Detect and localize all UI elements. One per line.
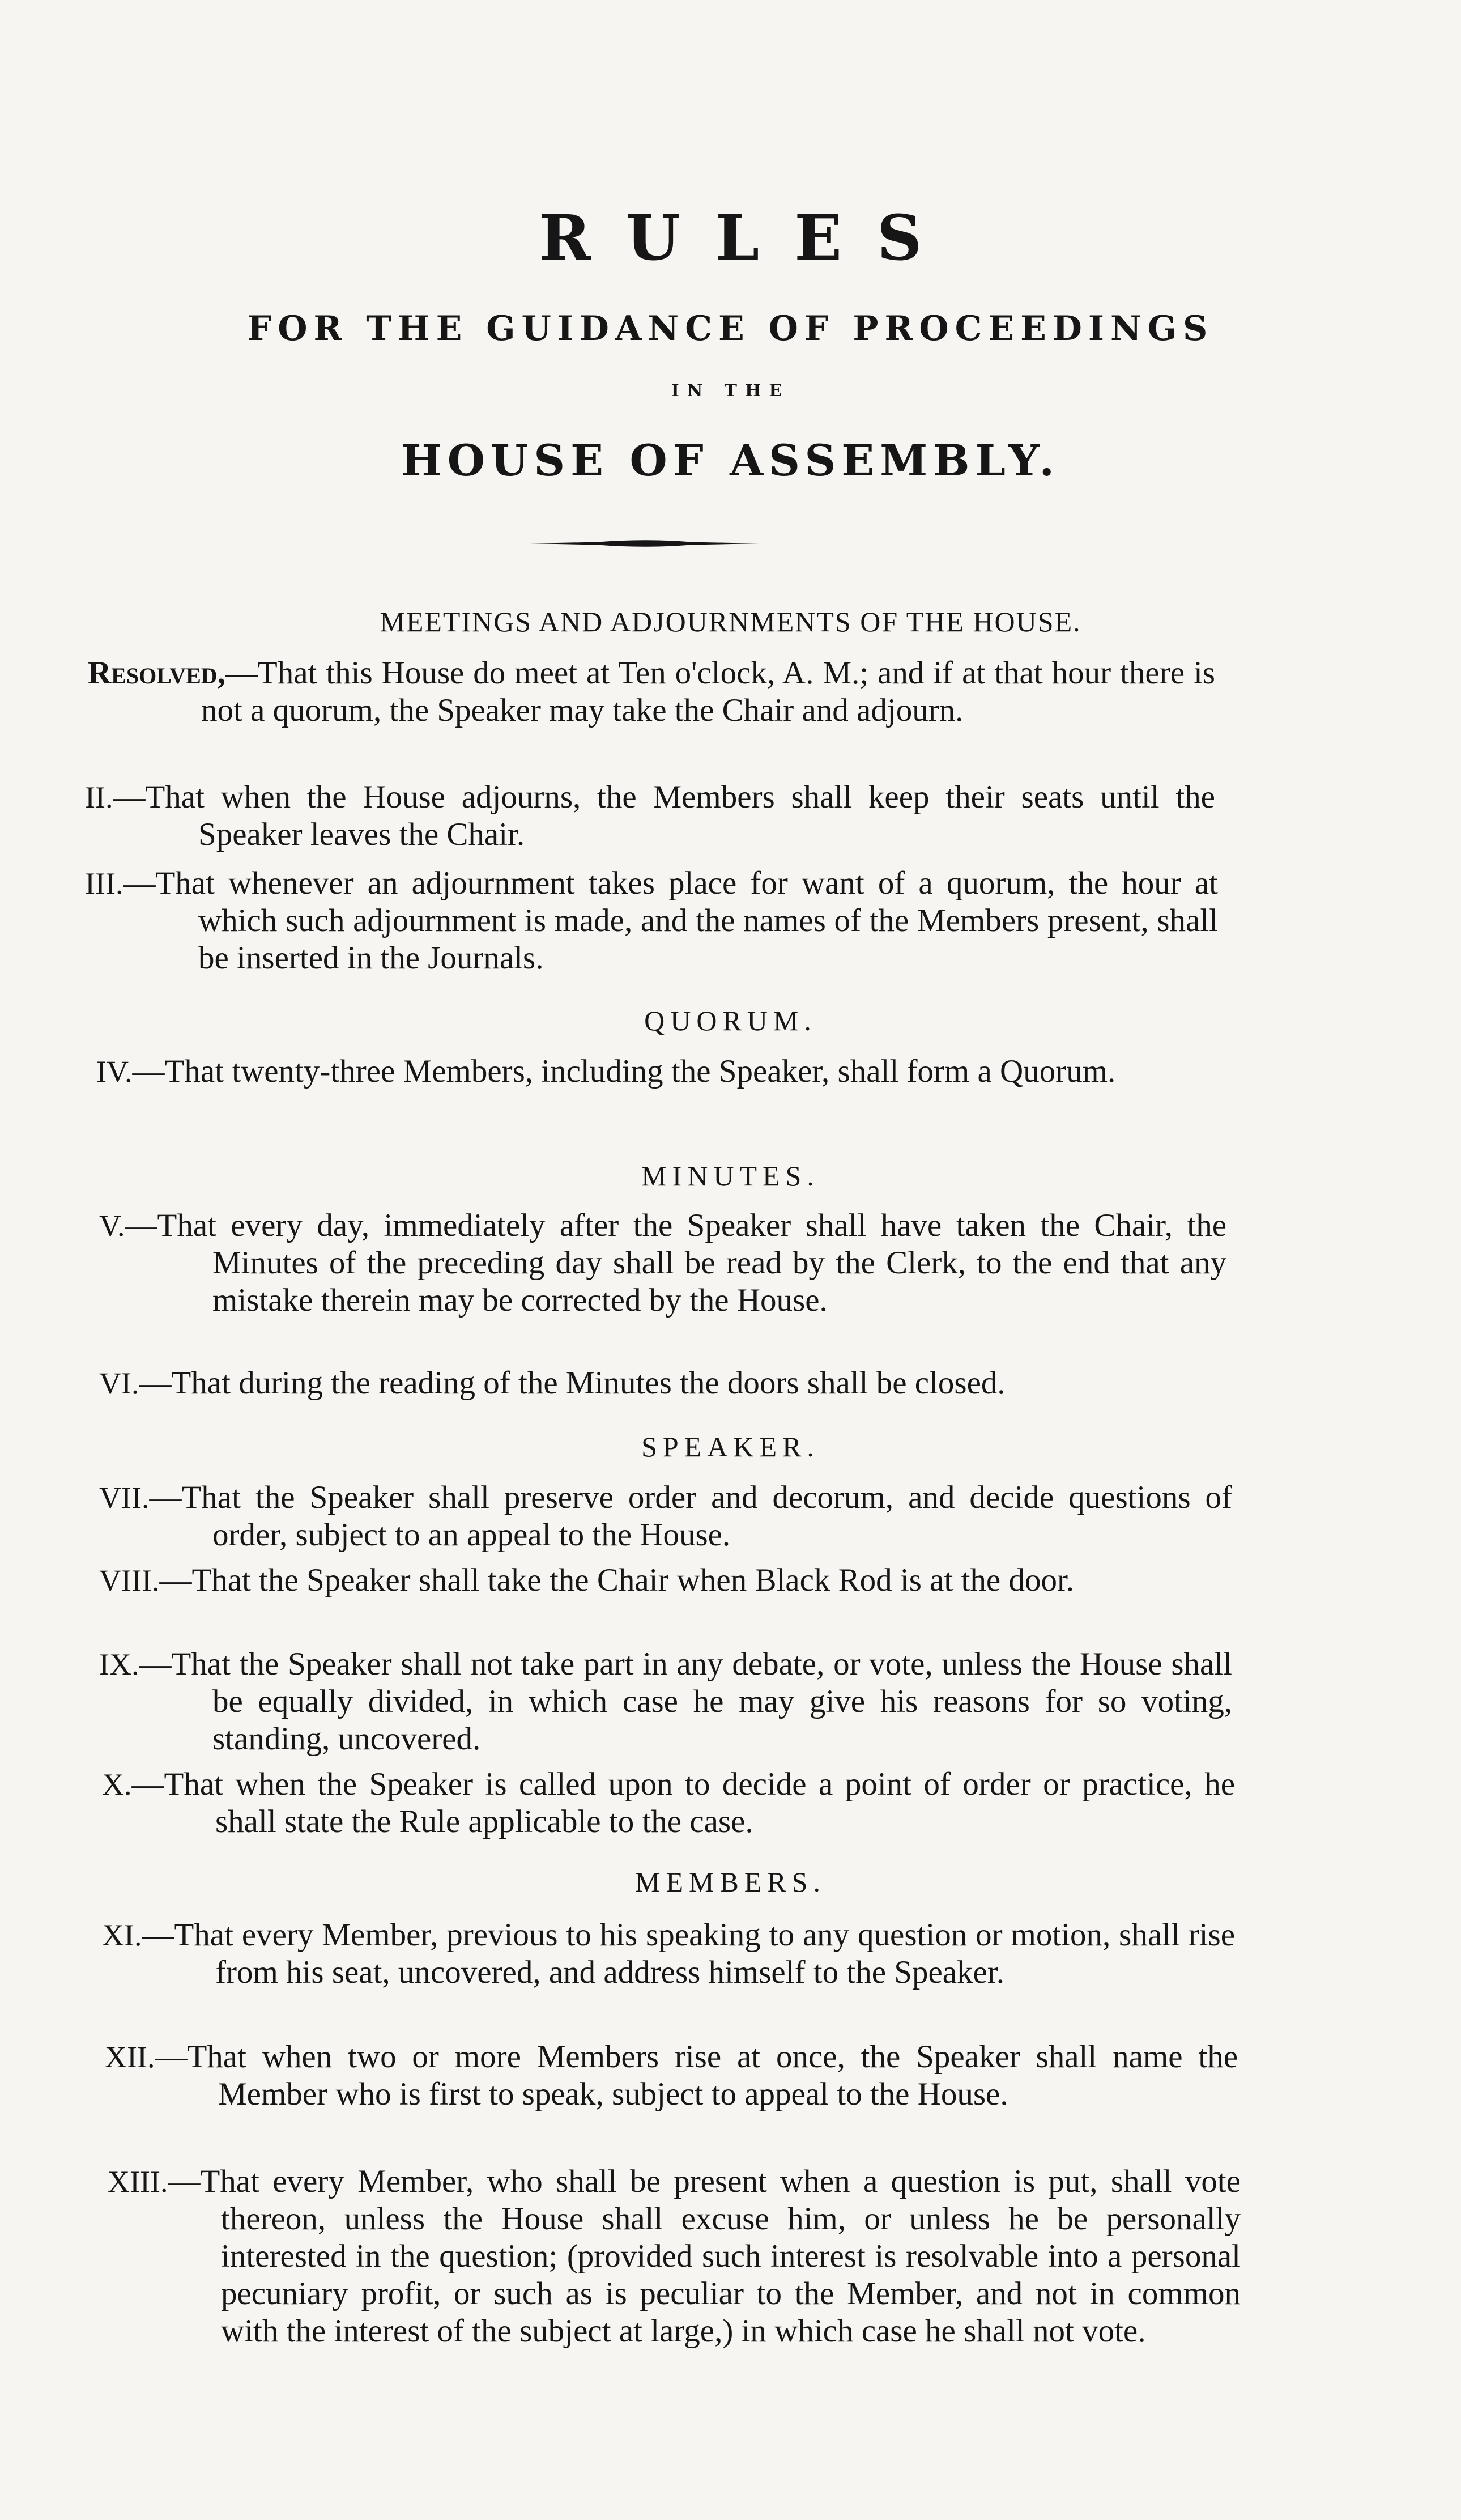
rule-text: —That when the Speaker is called upon to decide a point of order or practice, he shall state the Rule applicable to the case. xyxy=(131,1766,1235,1839)
rule-ii xyxy=(85,779,1215,853)
title-rules: RULES xyxy=(539,201,957,274)
rule-number: V. xyxy=(99,1209,125,1243)
rule-iii xyxy=(85,865,1218,977)
rule-xi xyxy=(102,1916,1235,1991)
rule-text: —That whenever an adjournment takes place for want of a quorum, the hour at which such adjournment is made, and the names of the Members present, shall be inserted in the Journals. xyxy=(123,865,1218,976)
rule-x xyxy=(102,1766,1235,1841)
rule-text: —That when two or more Members rise at once, the Speaker shall name the Member who is first to speak, subject to appeal to the House. xyxy=(155,2039,1238,2112)
title-guidance: FOR THE GUIDANCE OF PROCEEDINGS xyxy=(247,309,1214,349)
rule-text: —That the Speaker shall not take part in any debate, or vote, unless the House shall be equally divided, in which case he may give his reasons for so voting, standing, uncovered. xyxy=(139,1646,1232,1757)
rule-xii xyxy=(105,2038,1238,2113)
rule-xiii xyxy=(108,2163,1241,2350)
section-heading-meetings: MEETINGS AND ADJOURNMENTS OF THE HOUSE. xyxy=(380,606,1081,638)
rule-text: —That the Speaker shall preserve order and decorum, and decide questions of order, subject to an appeal to the House. xyxy=(149,1480,1232,1553)
rule-number: IV. xyxy=(96,1055,133,1089)
rule-text: —That the Speaker shall take the Chair when Black Rod is at the door. xyxy=(159,1562,1075,1598)
rule-vi xyxy=(99,1365,1226,1402)
title-in-the: IN THE xyxy=(671,381,790,401)
rule-number: XII. xyxy=(105,2040,155,2074)
rule-number: III. xyxy=(85,866,123,900)
rule-text: —That every Member, previous to his speaking to any question or motion, shall rise from his seat, uncovered, and address himself to the Speaker. xyxy=(142,1917,1235,1990)
rule-number: XIII. xyxy=(108,2165,168,2199)
rule-ix xyxy=(99,1646,1232,1758)
rule-number: VI. xyxy=(99,1366,139,1400)
decorative-rule xyxy=(530,538,759,549)
title-house-of-assembly: HOUSE OF ASSEMBLY. xyxy=(401,435,1060,486)
rule-number: II. xyxy=(85,780,113,814)
rule-text: —That this House do meet at Ten o'clock, A. M.; and if at that hour there is not a quorum, the Speaker may take the Chair and adjourn. xyxy=(201,655,1215,728)
rule-number: X. xyxy=(102,1767,132,1801)
rule-number: XI. xyxy=(102,1918,142,1952)
rule-text: —That during the reading of the Minutes the doors shall be closed. xyxy=(139,1365,1006,1401)
section-heading-members: MEMBERS. xyxy=(634,1866,826,1898)
rule-number: IX. xyxy=(99,1647,139,1681)
rule-number: VII. xyxy=(99,1481,150,1515)
rule-number: VIII. xyxy=(99,1563,160,1597)
rule-number: Resolved, xyxy=(88,655,225,691)
section-heading-speaker: SPEAKER. xyxy=(641,1431,820,1463)
rule-text: —That every Member, who shall be present when a question is put, shall vote thereon, unless the House shall excuse him, or unless he be personally interested in the question; (provided such interest is resolvable into a personal pecuniary profit, or such as is peculiar to the Member, and not in common with the interest of the subject at large,) in which case he shall not vote. xyxy=(168,2164,1241,2349)
section-heading-quorum: QUORUM. xyxy=(644,1005,817,1036)
rule-vii xyxy=(99,1479,1232,1554)
rule-viii xyxy=(99,1562,1232,1599)
rule-text: —That twenty-three Members, including the Speaker, shall form a Quorum. xyxy=(132,1053,1116,1089)
rule-text: —That when the House adjourns, the Members shall keep their seats until the Speaker leaves the Chair. xyxy=(113,779,1215,852)
rule-v xyxy=(99,1207,1226,1319)
rule-resolved xyxy=(88,655,1215,729)
section-heading-minutes: MINUTES. xyxy=(641,1160,820,1192)
rule-text: —That every day, immediately after the Speaker shall have taken the Chair, the Minutes of the preceding day shall be read by the Clerk, to the end that any mistake therein may be corrected by the House. xyxy=(125,1208,1226,1318)
rule-iv xyxy=(96,1053,1224,1090)
